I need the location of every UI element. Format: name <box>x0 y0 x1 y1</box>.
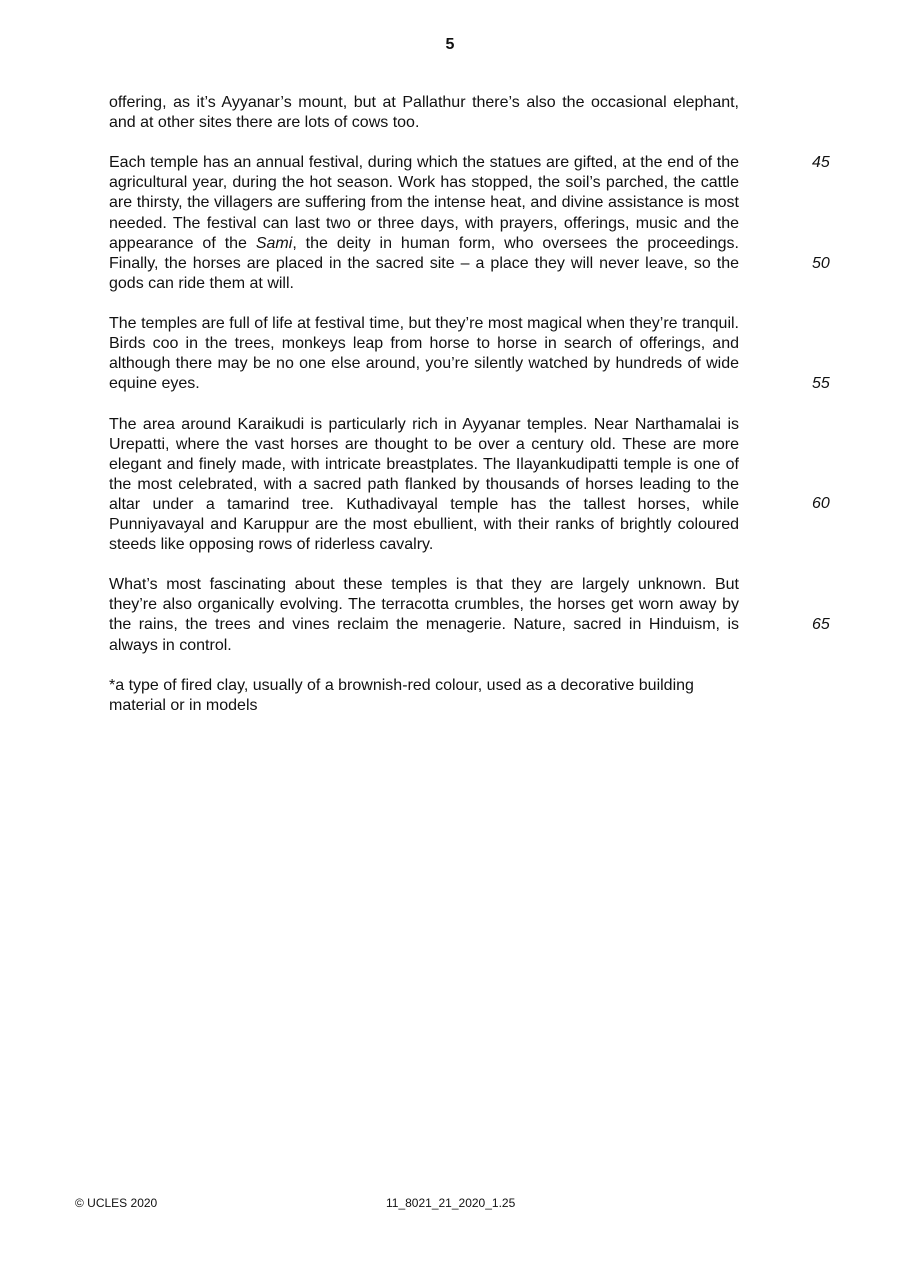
paragraph-2 <box>109 153 739 294</box>
line-number-60: 60 <box>812 495 830 512</box>
line-number-50: 50 <box>812 255 830 272</box>
line-number-45: 45 <box>812 154 830 171</box>
page-number: 5 <box>445 36 455 53</box>
paragraph-5: What’s most fascinating about these temples is that they are largely unknown. But they’re also organically evolving. The terracotta crumbles, the horses get worn away by the rains, the trees and vines reclaim the menagerie. Nature, sacred in Hinduism, is always in control. <box>109 576 739 654</box>
paragraph-1: offering, as it’s Ayyanar’s mount, but at Pallathur there’s also the occasional elephant, and at other sites there are lots of cows too. <box>109 94 739 132</box>
footnote: *a type of fired clay, usually of a brownish-red colour, used as a decorative building material or in models <box>109 676 694 714</box>
passage-text <box>109 93 739 736</box>
footer-copyright: © UCLES 2020 <box>75 1196 158 1210</box>
footer-document-code: 11_8021_21_2020_1.25 <box>386 1196 516 1210</box>
paragraph-2-text-b: , the deity in human form, who oversees the proceedings. Finally, the horses are placed in the sacred site – a place they will never leave, so the gods can ride them at will. <box>109 234 740 292</box>
paragraph-2-text-a: Each temple has an annual festival, during which the statues are gifted, at the end of the agricultural year, during the hot season. Work has stopped, the soil’s parched, the cattle are thirsty, the villagers are suffering from the intense heat, and divine assistance is most needed. The festival can last two or three days, with prayers, offerings, music and the appearance of the <box>109 154 739 252</box>
paragraph-3: The temples are full of life at festival time, but they’re most magical when they’re tranquil. Birds coo in the trees, monkeys leap from horse to horse in search of offerings, and although there may be no one else around, you’re silently watched by hundreds of wide equine eyes. <box>109 315 739 393</box>
line-number-55: 55 <box>812 375 830 392</box>
paragraph-2-italic: Sami <box>255 234 293 252</box>
paragraph-4: The area around Karaikudi is particularly rich in Ayyanar temples. Near Narthamalai is Urepatti, where the vast horses are thought to be over a century old. These are more elegant and finely made, with intricate breastplates. The Ilayankudipatti temple is one of the most celebrated, with a sacred path flanked by thousands of horses leading to the altar under a tamarind tree. Kuthadivayal temple has the tallest horses, while Punniyavayal and Karuppur are the most ebullient, with their ranks of brightly coloured steeds like opposing rows of riderless cavalry. <box>109 415 739 554</box>
line-number-65: 65 <box>812 616 830 633</box>
